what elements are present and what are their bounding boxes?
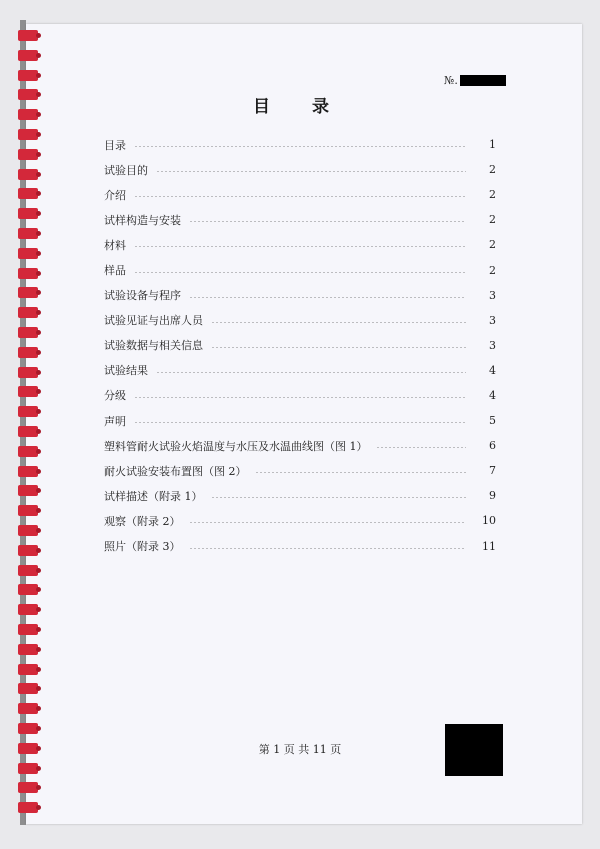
toc-label: 目录	[104, 138, 126, 152]
toc-row	[104, 257, 496, 282]
document-number-prefix: №.	[444, 74, 458, 87]
toc-row	[104, 383, 496, 408]
binding-ring	[18, 50, 38, 61]
toc-leader-dots	[134, 272, 466, 273]
binding-ring	[18, 149, 38, 160]
binding-ring	[18, 208, 38, 219]
toc-label: 试验见证与出席人员	[104, 314, 203, 328]
binding-ring	[18, 347, 38, 358]
toc-page-number: 3	[489, 313, 496, 327]
binding-ring	[18, 604, 38, 615]
toc-row	[104, 408, 496, 433]
toc-label: 样品	[104, 264, 126, 278]
toc-leader-dots	[134, 422, 466, 423]
toc-page-number: 2	[489, 213, 496, 227]
toc-leader-dots	[156, 171, 466, 172]
toc-row	[104, 358, 496, 383]
binding-ring	[18, 802, 38, 813]
binding-ring	[18, 446, 38, 457]
toc-label: 声明	[104, 414, 126, 428]
toc-label: 观察（附录 2）	[104, 514, 181, 528]
toc-page-number: 2	[489, 238, 496, 252]
redaction-block	[460, 75, 506, 86]
toc-row	[104, 534, 496, 559]
toc-page-number: 2	[489, 163, 496, 177]
toc-page-number: 11	[482, 539, 496, 553]
toc-row	[104, 508, 496, 533]
binding-ring	[18, 327, 38, 338]
toc-label: 试验结果	[104, 364, 148, 378]
binding-ring	[18, 782, 38, 793]
binding-ring	[18, 584, 38, 595]
page-footer: 第 1 页 共 11 页	[258, 743, 342, 756]
toc-leader-dots	[211, 322, 466, 323]
toc-leader-dots	[134, 246, 466, 247]
binding-ring	[18, 644, 38, 655]
binding-ring	[18, 624, 38, 635]
spiral-binding	[0, 0, 40, 849]
toc-label: 分级	[104, 389, 126, 403]
toc-page-number: 3	[489, 338, 496, 352]
toc-leader-dots	[255, 472, 467, 473]
binding-ring	[18, 466, 38, 477]
binding-ring	[18, 70, 38, 81]
toc-label: 照片（附录 3）	[104, 540, 181, 554]
toc-leader-dots	[211, 497, 467, 498]
toc-page-number: 5	[489, 414, 496, 428]
toc-page-number: 3	[489, 288, 496, 302]
toc-row	[104, 182, 496, 207]
binding-ring	[18, 485, 38, 496]
toc-row	[104, 333, 496, 358]
binding-ring	[18, 129, 38, 140]
binding-ring	[18, 367, 38, 378]
binding-ring	[18, 545, 38, 556]
binding-ring	[18, 406, 38, 417]
binding-ring	[18, 386, 38, 397]
toc-page-number: 2	[489, 188, 496, 202]
toc-page-number: 6	[489, 439, 496, 453]
toc-row	[104, 458, 496, 483]
toc-leader-dots	[134, 397, 466, 398]
toc-leader-dots	[134, 146, 466, 147]
toc-page-number: 7	[489, 464, 496, 478]
toc-label: 介绍	[104, 188, 126, 202]
redacted-stamp	[445, 724, 503, 776]
toc-page-number: 2	[489, 263, 496, 277]
toc-leader-dots	[189, 221, 466, 222]
toc-row	[104, 308, 496, 333]
toc-row	[104, 157, 496, 182]
binding-ring	[18, 664, 38, 675]
toc-row	[104, 433, 496, 458]
table-of-contents	[104, 132, 496, 559]
binding-ring	[18, 426, 38, 437]
toc-row	[104, 283, 496, 308]
binding-ring	[18, 169, 38, 180]
toc-page-number: 1	[489, 138, 496, 152]
toc-label: 试验数据与相关信息	[104, 339, 203, 353]
toc-row	[104, 232, 496, 257]
binding-ring	[18, 188, 38, 199]
toc-page-number: 4	[489, 363, 496, 377]
binding-ring	[18, 30, 38, 41]
binding-ring	[18, 723, 38, 734]
toc-leader-dots	[376, 447, 467, 448]
toc-label: 材料	[104, 238, 126, 252]
binding-ring	[18, 763, 38, 774]
toc-row	[104, 207, 496, 232]
binding-ring	[18, 248, 38, 259]
toc-label: 试样描述（附录 1）	[104, 489, 203, 503]
toc-row	[104, 132, 496, 157]
toc-label: 试验设备与程序	[104, 289, 181, 303]
binding-ring	[18, 525, 38, 536]
toc-page-number: 9	[489, 489, 496, 503]
page-title: 目 录	[253, 97, 347, 117]
toc-leader-dots	[189, 522, 467, 523]
toc-page-number: 4	[489, 388, 496, 402]
binding-ring	[18, 307, 38, 318]
toc-leader-dots	[156, 372, 466, 373]
toc-leader-dots	[211, 347, 466, 348]
toc-leader-dots	[189, 297, 466, 298]
toc-label: 塑料管耐火试验火焰温度与水压及水温曲线图（图 1）	[104, 439, 368, 453]
binding-ring	[18, 565, 38, 576]
toc-label: 试验目的	[104, 163, 148, 177]
binding-ring	[18, 268, 38, 279]
toc-label: 耐火试验安装布置图（图 2）	[104, 464, 247, 478]
toc-label: 试样构造与安装	[104, 213, 181, 227]
toc-leader-dots	[134, 196, 466, 197]
binding-ring	[18, 287, 38, 298]
binding-ring	[18, 683, 38, 694]
binding-ring	[18, 228, 38, 239]
document-number	[444, 74, 506, 87]
toc-page-number: 10	[482, 514, 496, 528]
toc-row	[104, 483, 496, 508]
toc-leader-dots	[189, 548, 467, 549]
binding-ring	[18, 703, 38, 714]
binding-ring	[18, 505, 38, 516]
